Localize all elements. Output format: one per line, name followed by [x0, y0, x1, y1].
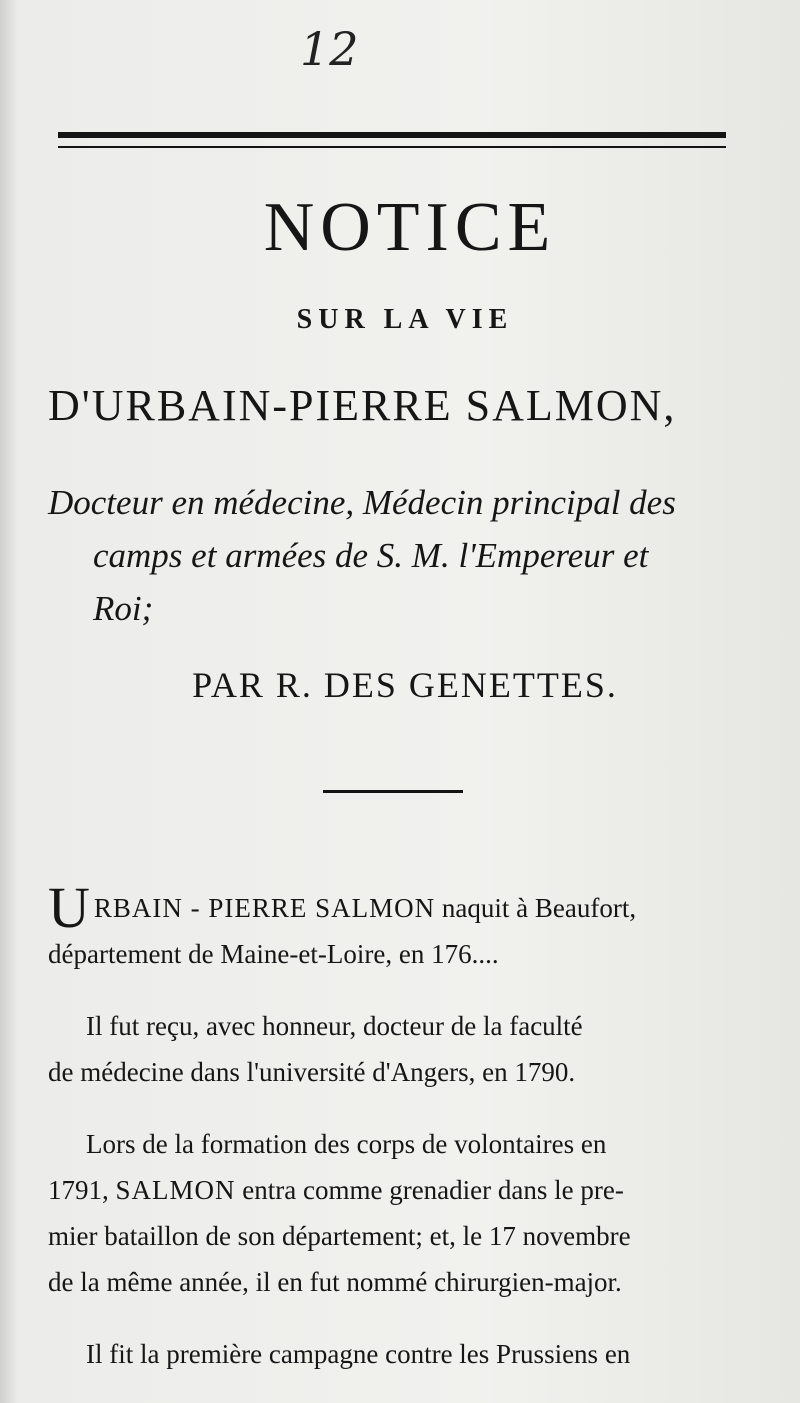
text-line: Il fut reçu, avec honneur, docteur de la faculté — [86, 1011, 583, 1041]
name-smallcaps: SALMON — [115, 1175, 236, 1205]
paragraph-gap — [48, 1095, 733, 1121]
subject-name: D'URBAIN-PIERRE SALMON, — [48, 381, 677, 430]
notice-heading: NOTICE — [263, 189, 557, 266]
paragraph-gap — [48, 977, 733, 1003]
text-line: mier bataillon de son département; et, le 17 novembre — [48, 1221, 631, 1251]
text-line: de la même année, il en fut nommé chirurgien-major. — [48, 1267, 622, 1297]
header-rule-thick — [58, 132, 726, 138]
author-line: PAR R. DES GENETTES. — [192, 665, 618, 705]
body-text — [48, 875, 733, 1377]
text-line: Il fit la première campagne contre les Prussiens en — [86, 1339, 631, 1369]
text-line — [48, 1167, 733, 1213]
subtitle-line: Roi; — [93, 589, 154, 628]
subject-titles — [48, 476, 738, 635]
paragraph-3 — [48, 1121, 733, 1305]
text-line: Lors de la formation des corps de volontaires en — [86, 1129, 607, 1159]
paragraph-1 — [48, 875, 733, 977]
drop-cap: U — [48, 875, 90, 940]
page-number: 12 — [300, 22, 359, 76]
subheading: SUR LA VIE — [296, 304, 514, 335]
text-line: département de Maine-et-Loire, en 176.... — [48, 939, 499, 969]
subtitle-line: Docteur en médecine, Médecin principal des — [48, 483, 676, 522]
paragraph-4 — [48, 1331, 733, 1377]
text-segment: 1791, — [48, 1175, 109, 1205]
lead-name: RBAIN - PIERRE SALMON — [93, 893, 436, 923]
paragraph-gap — [48, 1305, 733, 1331]
header-rule-thin — [58, 146, 726, 148]
line-rest: naquit à Beaufort, — [441, 893, 637, 923]
line-lead — [48, 875, 442, 940]
subtitle-line: camps et armées de S. M. l'Empereur et — [93, 536, 649, 575]
text-line — [48, 875, 733, 940]
paragraph-2 — [48, 1003, 733, 1095]
text-segment: entra comme grenadier dans le pre- — [242, 1175, 624, 1205]
text-line: de médecine dans l'université d'Angers, en 1790. — [48, 1057, 576, 1087]
section-separator — [323, 790, 463, 793]
